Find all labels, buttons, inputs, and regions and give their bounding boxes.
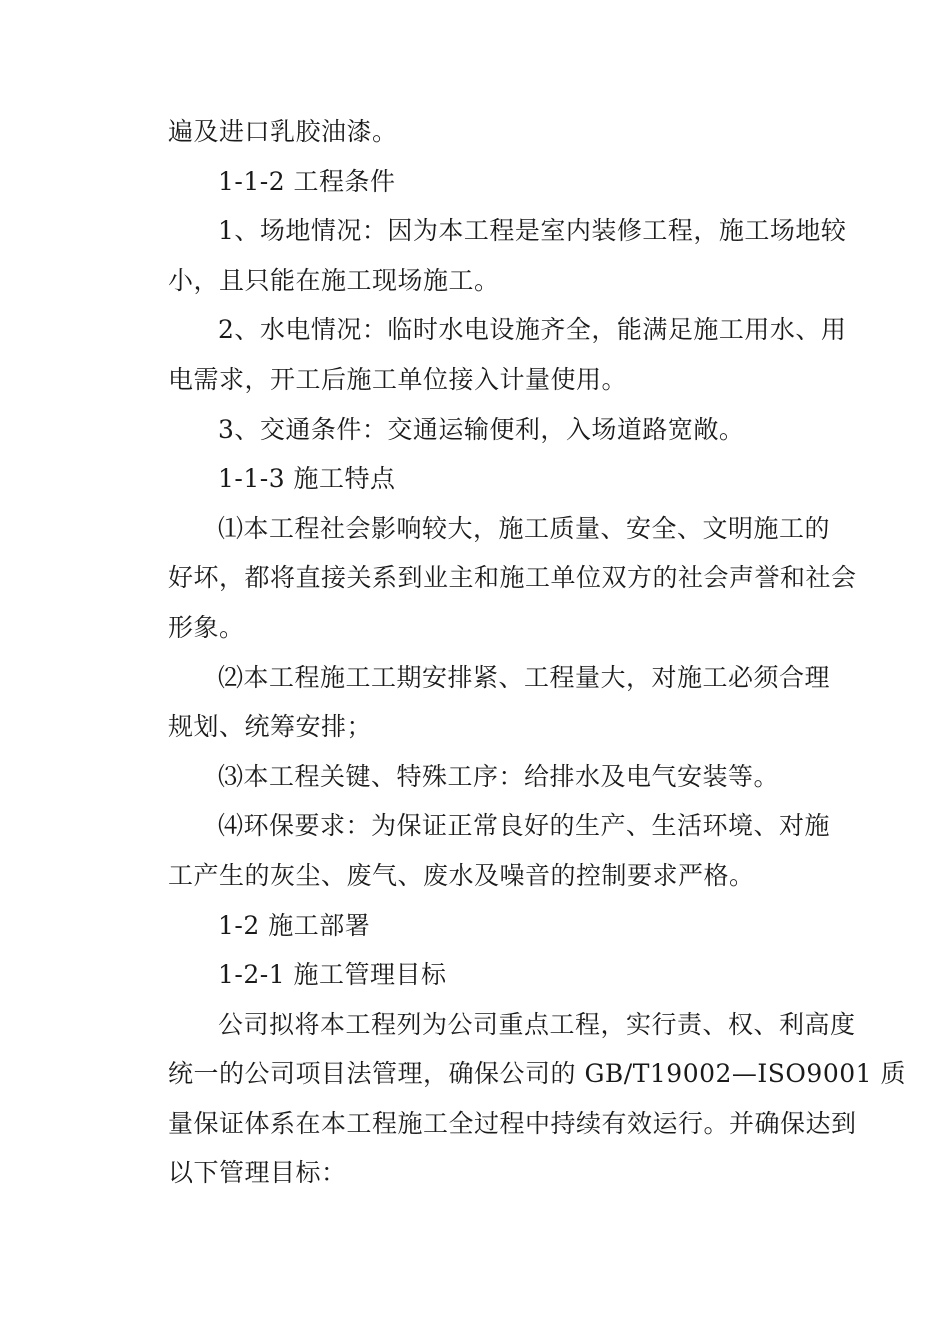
text-line: 以下管理目标：: [168, 1158, 347, 1188]
text-line: 电需求，开工后施工单位接入计量使用。: [168, 364, 628, 394]
section-heading-1-1-2: 1-1-2 工程条件: [218, 166, 396, 196]
text-line: 工产生的灰尘、废气、废水及噪音的控制要求严格。: [168, 860, 755, 890]
text-line: 遍及进口乳胶油漆。: [168, 117, 398, 146]
section-heading-1-2: 1-2 施工部署: [218, 910, 371, 940]
text-line: 形象。: [168, 612, 245, 642]
text-line: 好坏，都将直接关系到业主和施工单位双方的社会声誉和社会: [168, 563, 857, 593]
text-line: ⑶本工程关键、特殊工序：给排水及电气安装等。: [218, 761, 780, 791]
text-line: 公司拟将本工程列为公司重点工程，实行责、权、利高度: [218, 1009, 856, 1039]
text-line: 2、水电情况：临时水电设施齐全，能满足施工用水、用: [218, 315, 847, 345]
body-text: [168, 107, 906, 1198]
section-heading-1-2-1: 1-2-1 施工管理目标: [218, 960, 447, 990]
section-heading-1-1-3: 1-1-3 施工特点: [218, 464, 396, 494]
text-line: 3、交通条件：交通运输便利，入场道路宽敞。: [218, 414, 745, 444]
text-line: ⑵本工程施工工期安排紧、工程量大，对施工必须合理: [218, 662, 831, 692]
text-line: 量保证体系在本工程施工全过程中持续有效运行。并确保达到: [168, 1108, 857, 1138]
text-line: 规划、统筹安排；: [168, 712, 373, 742]
text-line: 1、场地情况：因为本工程是室内装修工程，施工场地较: [218, 216, 847, 246]
text-line: ⑴本工程社会影响较大，施工质量、安全、文明施工的: [218, 513, 831, 543]
text-line: 小，且只能在施工现场施工。: [168, 265, 500, 295]
text-line: ⑷环保要求：为保证正常良好的生产、生活环境、对施: [218, 811, 831, 841]
text-line: 统一的公司项目法管理，确保公司的 GB/T19002—ISO9001 质: [168, 1059, 906, 1089]
